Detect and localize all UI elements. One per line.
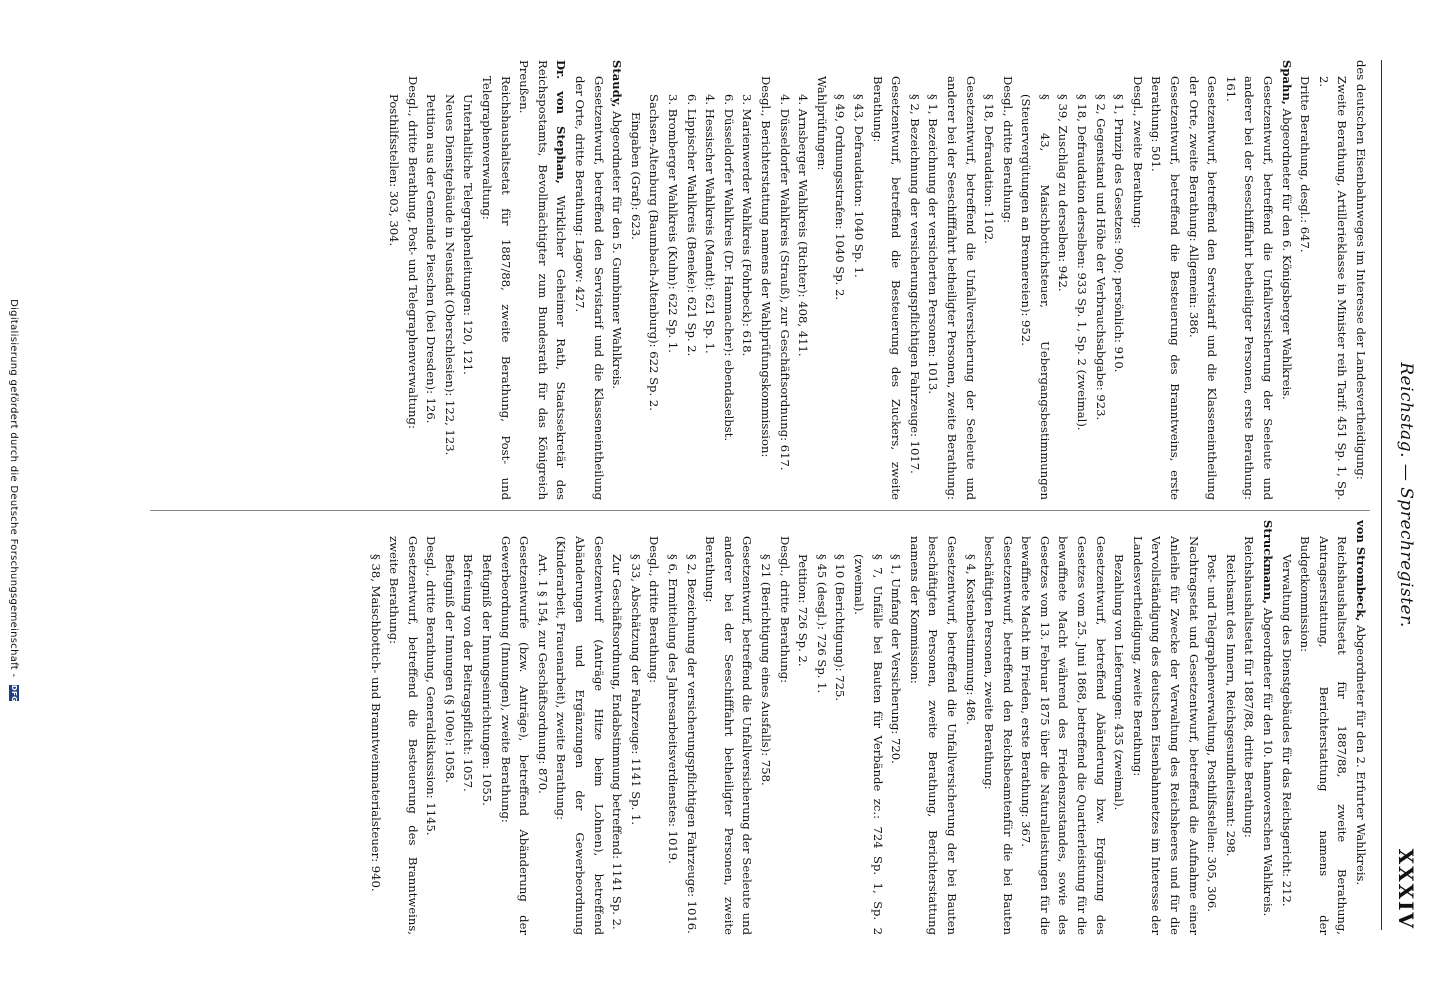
register-entry [849,60,868,500]
register-entry [831,60,850,500]
right-column [140,520,1370,935]
page-footer [8,0,19,1000]
register-entry [701,60,720,500]
register-entry [812,520,831,935]
entry-text: Gesetzentwurf, betreffend die Besteuerung des Branntweins, zweite Berathung: [387,536,420,935]
register-entry [1314,60,1351,500]
entry-text: Reichshaushaltsetat für 1887/88, zweite Berathung, Antragserstattung, Berichterstattung namens der Budgetkommission: [1298,536,1350,935]
register-entry [738,60,757,500]
speaker-name: Staudy, [610,60,625,108]
entry-text: Desgl., dritte Berathung, Generaldiskussion: 1145. [424,536,439,836]
entry-text: § 10 (Berichtigung): 725. [833,554,848,702]
entry-text: Desgl., zweite Berathung: [1130,76,1145,229]
register-entry [775,520,794,935]
entry-text: Unterhaltliche Telegraphenleitungen: 120, 121. [461,94,476,375]
entry-text: Gesetzentwurf, betreffend den Servistarif und die Klasseneintheilung der Orte, zweite Berathung: Allgemein: 386. [1186,76,1220,500]
entry-text: § 2, Bezeichnung der versicherungspflichtigen Fahrzeuge: 1017. [907,94,922,474]
entry-text: § 39, Zuschlag zu derselben: 942. [1056,94,1071,292]
entry-text: § 1, Umfang der Versicherung: 720. [889,554,904,764]
running-title: Reichstag. — Sprechregister. [1396,362,1416,628]
register-entry [1258,520,1277,935]
register-entry [478,520,497,935]
register-entry [422,60,441,500]
register-entry [849,520,886,935]
register-entry [478,60,515,500]
entry-text: 4. Hessischer Wahlkreis (Mandt): 621 Sp. 1. [703,94,718,354]
register-entry [1054,60,1073,500]
register-entry [385,60,404,500]
page-number: XXXIV [1394,848,1418,930]
register-entry [626,520,645,935]
register-entry [385,520,422,935]
entry-text: Neues Dienstgebäude in Neustadt (Oberschlesien): 122, 123. [442,94,457,456]
entry-text: Gesetzentwurf, betreffend den Servistarif und die Klasseneintheilung der Orte, dritte Berathung: Lagow: 427. [573,76,606,500]
speaker-name: Dr. von Stephan, [554,60,569,184]
entry-text: Nachtragsetat und Gesetzentwurf, betreffend die Aufnahme einer Anleihe für Zwecke der Verwaltung des Reichsheeres und für die Vervollständigung des deutschen Eisenbahnnetzes im Interesse der Landesvertheidigung, zweite Berathung: [1130,536,1201,935]
entry-text: Reichshaushaltsetat für 1887/88, zweite Berathung, Post- und Telegraphenverwaltung: [480,76,513,500]
entry-text: Gesetzentwurfe (bzw. Anträge), betreffend Abänderung der Gewerbeordnung (Innungen), zweite Berathung: [498,536,532,935]
entry-text: Befugniß der Innungen (§ 100e): 1058. [442,554,457,783]
entry-text: Desgl., dritte Berathung: [1000,76,1015,224]
entry-text: Gesetzentwurf, betreffend den Reichsbeamtenfür die bei Bauten beschäftigten Personen, zweite Berathung: [982,536,1015,935]
register-entry [663,520,682,935]
entry-text: Zur Geschäftsordnung, Endabstimmung betreffend: 1141 Sp. 2. [610,554,625,930]
entry-text: 4. Düsseldorfer Wahlkreis (Strauß), zur Geschäftsordnung: 617. [777,94,792,471]
entry-text: des deutschen Eisenbahnweges im Interesse der Landesvertheidigung: [1354,60,1368,480]
entry-text: Desgl., dritte Berathung: [777,536,792,684]
register-entry [905,60,924,500]
register-entry [663,60,682,500]
entry-text: Reichsamt des Innern, Reichsgesundheitsamt: 298. [1223,554,1238,857]
register-entry [1277,60,1296,500]
entry-text: Befreiung von der Beitragspflicht: 1057. [461,554,476,792]
register-entry [719,60,738,500]
register-entry [905,520,961,935]
entry-text: Posthilfsstellen: 303, 304. [387,94,402,247]
register-entry [1296,520,1352,935]
register-entry [1277,520,1296,935]
entry-text: § 1, Prinzip des Gesetzes: 900; persönlich: 910. [1112,94,1127,373]
register-entry [1128,520,1202,935]
entry-text: Abgeordneter für den 10. hannoverschen Wahlkreis. [1261,604,1276,917]
register-entry [1184,60,1221,500]
entry-text: § 45 (desgl.): 726 Sp. 1. [814,554,829,694]
entry-text: § 4, Kostenbestimmung: 486. [963,554,978,725]
entry-text: § 43, Maischbottichsteuer, Uebergangsbestimmungen (Steuervergütungen an Brennereien): 952. [1019,94,1052,500]
register-entry [1110,520,1129,935]
entry-text: § 33, Abschätzung der Fahrzeuge: 1141 Sp. 1. [628,554,643,826]
entry-text: Gesetzentwurf, betreffend die Besteuerung des Branntweins, erste Berathung: 501. [1149,76,1183,500]
entry-text: Reichshaushaltsetat für 1887/88, dritte Berathung: [1242,536,1257,838]
register-entry [756,520,775,935]
entry-text: Dritte Berathung, desgl.: 647. [1298,76,1313,253]
register-entry [1091,60,1110,500]
entry-text: Desgl., dritte Berathung: [647,536,662,684]
register-entry [1221,60,1277,500]
register-entry [1128,60,1147,500]
register-entry [440,520,459,935]
entry-text: § 6, Ermittelung des Jahresarbeitsverdienstes: 1019. [666,554,681,864]
entry-text: Petition: 726 Sp. 2. [796,554,811,667]
register-entry [422,520,441,935]
register-entry [924,60,943,500]
register-entry [794,520,813,935]
footer-credit: Digitalisierung gefördert durch die Deutsche Forschungsgemeinschaft - [8,299,19,678]
register-entry [533,520,552,935]
register-entry [496,520,533,935]
entry-text: 4. Arnsberger Wahlkreis (Richter): 408, 411. [796,94,811,357]
entry-text: Desgl., Berichterstattung namens der Wahlprüfungskommission: [759,76,773,458]
register-entry [608,520,627,935]
register-entry [942,60,979,500]
entry-text: Art. 1 § 154, zur Geschäftsordnung: 870. [535,554,550,794]
register-entry [812,60,831,500]
register-entry [868,60,905,500]
entry-text: § 21 (Berichtigung eines Ausfalls): 758. [759,554,773,786]
entry-text: 3. Marienwerder Wahlkreis (Fohrbeck): 618. [740,94,755,357]
speaker-name: Spahn, [1279,60,1294,105]
register-entry [1203,520,1222,935]
register-entry [459,520,478,935]
left-column [140,60,1370,500]
column-divider [150,510,1370,511]
entry-text: Wahlprüfungen: [814,76,829,171]
register-entry [515,60,571,500]
entry-text: § 1, Bezeichnung der versicherten Personen: 1013. [926,94,941,395]
register-entry [775,60,794,500]
register-entry [756,60,775,500]
entry-text: Bezahlung von Lieferungen: 435 (zweimal). [1112,554,1127,811]
register-entry [682,520,701,935]
entry-text: Gesetzentwurf, betreffend die Unfallversicherung der bei Bauten beschäftigten Personen, zweite Berathung, Berichterstattung namens der Kommission: [907,536,959,935]
register-entry [608,60,627,500]
register-entry [552,520,608,935]
register-entry [701,520,757,935]
entry-text: Petition aus der Gemeinde Pieschen (bei Dresden): 126. [424,94,439,424]
entry-text: 6. Lippischer Wahlkreis (Beneke): 621 Sp. 2. [684,94,699,357]
register-entry [1017,520,1110,935]
register-entry [440,60,459,500]
entry-text: Abgeordneter für den 5. Gumbinner Wahlkreis. [610,107,625,390]
register-entry [366,520,385,935]
register-entry [831,520,850,935]
register-entry [645,60,664,500]
register-entry [570,60,607,500]
entry-text: Gesetzentwurf, betreffend die Unfallversicherung der Seeleute und anderer bei der Seeschifffahrt betheiligter Personen, zweite Berathung: [703,536,755,935]
entry-text: Gesetzentwurf, betreffend die Unfallversicherung der Seeleute und anderer bei der Seeschifffahrt betheiligter Personen, zweite Berathung: [944,76,978,500]
entry-text: Gesetzentwurf, betreffend die Besteuerung des Zuckers, zweite Berathung: [870,76,904,500]
entry-text: Wirklicher Geheimer Rath, Staatssekretär des Reichspostamts, Bevollmächtigter zum Bundesrath für das Königreich Preußen. [517,60,569,500]
register-entry [626,60,645,500]
register-entry [1351,60,1370,500]
register-entry [459,60,478,500]
register-entry [1017,60,1054,500]
register-entry [794,60,813,500]
entry-text: Desgl., dritte Berathung, Post- und Telegraphenverwaltung: [405,76,420,429]
speaker-name: Struckmann, [1261,520,1276,605]
entry-text: Gesetzentwurf, betreffend Abänderung bzw. Ergänzung des Gesetzes vom 25. Juni 1868, betreffend die Quartierleistung für die bewaffnete Macht während des Friedenszustandes, sowie des Gesetzes vom 13. Februar 1875 über die Naturalleistungen für die bewaffnete Macht im Frieden, erste Berathung: 367. [1019,536,1108,935]
entry-text: Gesetzentwurf, betreffend die Unfallversicherung der Seeleute und anderer bei der Seeschifffahrt betheiligter Personen, erste Berathung: 161. [1223,76,1276,500]
entry-text: Zweite Berathung, Artillerieklasse in Minister reih Tarif: 451 Sp. 1, Sp. 2. [1316,76,1350,500]
entry-text: 3. Bromberger Wahlkreis (Kuhn): 622 Sp. 1. [666,94,681,353]
entry-text: § 7, Unfälle bei Bauten für Verbände zc.: 724 Sp. 1, Sp. 2 (zweimal). [851,554,885,935]
entry-text: § 49, Ordnungsstrafen: 1040 Sp. 2. [833,94,848,301]
register-entry [1110,60,1129,500]
register-entry [403,60,422,500]
register-entry [1240,520,1259,935]
register-entry [887,520,906,935]
register-entry [1073,60,1092,500]
register-entry [1221,520,1240,935]
entry-text: Befugniß der Innungseinrichtungen: 1055. [480,554,495,806]
entry-text: 6. Düsseldorfer Wahlkreis (Dr. Hammacher): ebendaselbst. [721,94,736,442]
entry-text: § 2, Gegenstand und Höhe der Verbrauchsabgabe: 923. [1093,94,1108,421]
entry-text: § 38, Maischbottich- und Branntweinmaterialsteuer: 940. [368,554,383,892]
register-entry [1147,60,1184,500]
dfg-logo: DFG [10,684,18,703]
entry-text: § 43, Defraudation: 1040 Sp. 1. [851,94,866,278]
register-entry [961,520,980,935]
entry-text: Verwaltung des Dienstgebäudes für das Reichsgericht: 212. [1279,554,1294,907]
speaker-name: von Strombeck, [1354,520,1368,622]
header-rule [1381,60,1382,930]
entry-text: § 18, Defraudation: 1102. [982,94,997,244]
entry-text: § 2, Bezeichnung der versicherungspflichtigen Fahrzeuge: 1016. [684,554,699,934]
register-entry [645,520,664,935]
register-entry [998,60,1017,500]
entry-text: Abgeordneter für den 2. Erfurter Wahlkreis. [1354,621,1368,886]
register-entry [1351,520,1370,935]
entry-text: Eingaben (Graf): 623. [628,112,643,240]
entry-text: § 18, Defraudation derselben: 933 Sp. 1, Sp. 2 (zweimal). [1075,94,1090,431]
register-entry [980,60,999,500]
register-entry [1296,60,1315,500]
entry-text: Abgeordneter für den 6. Königsberger Wahlkreis. [1279,104,1294,400]
entry-text: Sachsen-Altenburg (Baumbach-Altenburg): 622 Sp. 2. [647,94,662,411]
page-header [1384,60,1418,930]
entry-text: Post- und Telegraphenverwaltung, Posthilfsstellen: 305, 306. [1205,554,1220,912]
register-entry [980,520,1017,935]
entry-text: Gesetzentwurf (Anträge Hitze beim Lohnen), betreffend Abänderungen und Ergänzungen der Gewerbeordnung (Kinderarbeit, Frauenarbeit), zweite Berathung: [554,536,606,935]
register-entry [682,60,701,500]
